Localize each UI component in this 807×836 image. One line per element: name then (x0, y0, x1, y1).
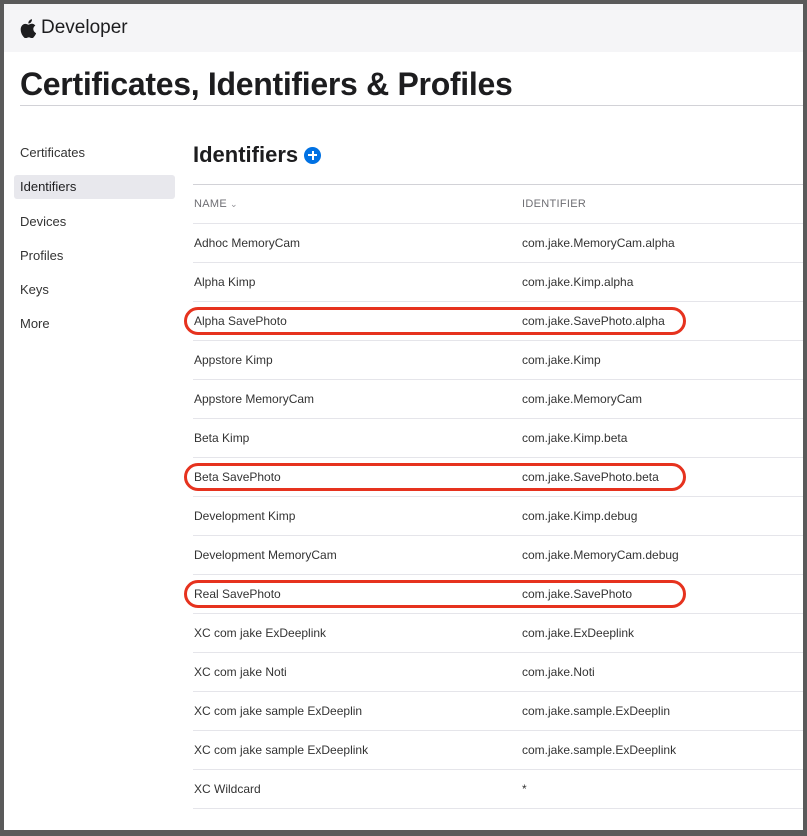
identifier-name-link[interactable]: Alpha SavePhoto (194, 314, 287, 328)
main-content (193, 141, 803, 796)
page-title: Certificates, Identifiers & Profiles (20, 66, 513, 102)
bundle-identifier: com.jake.SavePhoto.beta (522, 470, 659, 484)
table-body (193, 224, 803, 809)
identifier-name-link[interactable]: Beta SavePhoto (194, 470, 281, 484)
table-row[interactable] (193, 536, 803, 575)
sidebar-item-profiles[interactable]: Profiles (20, 247, 64, 263)
bundle-identifier: com.jake.SavePhoto.alpha (522, 314, 665, 328)
bundle-identifier: com.jake.MemoryCam.debug (522, 548, 679, 562)
table-header-row (193, 185, 803, 224)
identifier-name-link[interactable]: XC com jake ExDeeplink (194, 626, 327, 640)
identifier-name-link[interactable]: Development Kimp (194, 509, 296, 523)
table-row[interactable] (193, 731, 803, 770)
browser-page (4, 4, 803, 830)
bundle-identifier: com.jake.sample.ExDeeplin (522, 704, 671, 718)
section-title: Identifiers (193, 142, 299, 167)
section-header (193, 141, 803, 169)
global-header (4, 4, 803, 52)
sidebar-nav (14, 141, 175, 347)
identifier-name-link[interactable]: XC com jake sample ExDeeplink (194, 743, 369, 757)
table-row[interactable] (193, 653, 803, 692)
identifier-name-link[interactable]: Real SavePhoto (194, 587, 281, 601)
table-row[interactable] (193, 263, 803, 302)
bundle-identifier: com.jake.ExDeeplink (522, 626, 635, 640)
bundle-identifier: com.jake.Kimp.beta (522, 431, 628, 445)
column-header-name[interactable] (194, 185, 238, 223)
brand-text: Developer (41, 17, 128, 38)
bundle-identifier: * (522, 782, 527, 796)
bundle-identifier: com.jake.Kimp.alpha (522, 275, 634, 289)
table-row[interactable] (193, 419, 803, 458)
table-row[interactable] (193, 302, 803, 341)
bundle-identifier: com.jake.SavePhoto (522, 587, 633, 601)
table-row[interactable] (193, 692, 803, 731)
bundle-identifier: com.jake.MemoryCam.alpha (522, 236, 675, 250)
developer-home-link[interactable] (20, 17, 128, 39)
identifiers-table (193, 184, 803, 809)
identifier-name-link[interactable]: Beta Kimp (194, 431, 250, 445)
table-row[interactable] (193, 341, 803, 380)
bundle-identifier: com.jake.Kimp (522, 353, 601, 367)
bundle-identifier: com.jake.Noti (522, 665, 595, 679)
bundle-identifier: com.jake.sample.ExDeeplink (522, 743, 677, 757)
column-header-name-label: NAME (194, 198, 227, 210)
bundle-identifier: com.jake.MemoryCam (522, 392, 643, 406)
sidebar-item-keys[interactable]: Keys (20, 282, 49, 298)
identifier-name-link[interactable]: XC com jake Noti (194, 665, 287, 679)
sidebar-item-more[interactable]: More (20, 316, 50, 332)
table-row[interactable] (193, 497, 803, 536)
title-divider (20, 105, 803, 106)
identifier-name-link[interactable]: Appstore Kimp (194, 353, 273, 367)
bundle-identifier: com.jake.Kimp.debug (522, 509, 638, 523)
sidebar-item-identifiers[interactable]: Identifiers (14, 175, 175, 199)
table-row[interactable] (193, 458, 803, 497)
apple-logo-icon (20, 19, 36, 38)
table-row[interactable] (193, 575, 803, 614)
table-row[interactable] (193, 770, 803, 809)
identifier-name-link[interactable]: Adhoc MemoryCam (194, 236, 301, 250)
table-row[interactable] (193, 380, 803, 419)
identifier-name-link[interactable]: Alpha Kimp (194, 275, 256, 289)
identifier-name-link[interactable]: XC com jake sample ExDeeplin (194, 704, 363, 718)
table-row[interactable] (193, 614, 803, 653)
sidebar-item-certificates[interactable]: Certificates (20, 145, 86, 160)
identifier-name-link[interactable]: Appstore MemoryCam (194, 392, 315, 406)
chevron-down-icon: ⌄ (229, 199, 238, 209)
identifier-name-link[interactable]: Development MemoryCam (194, 548, 337, 562)
sidebar-item-devices[interactable]: Devices (20, 213, 67, 229)
add-identifier-button[interactable] (304, 147, 321, 164)
column-header-identifier[interactable]: IDENTIFIER (522, 198, 587, 210)
table-row[interactable] (193, 224, 803, 263)
identifier-name-link[interactable]: XC Wildcard (194, 782, 261, 796)
